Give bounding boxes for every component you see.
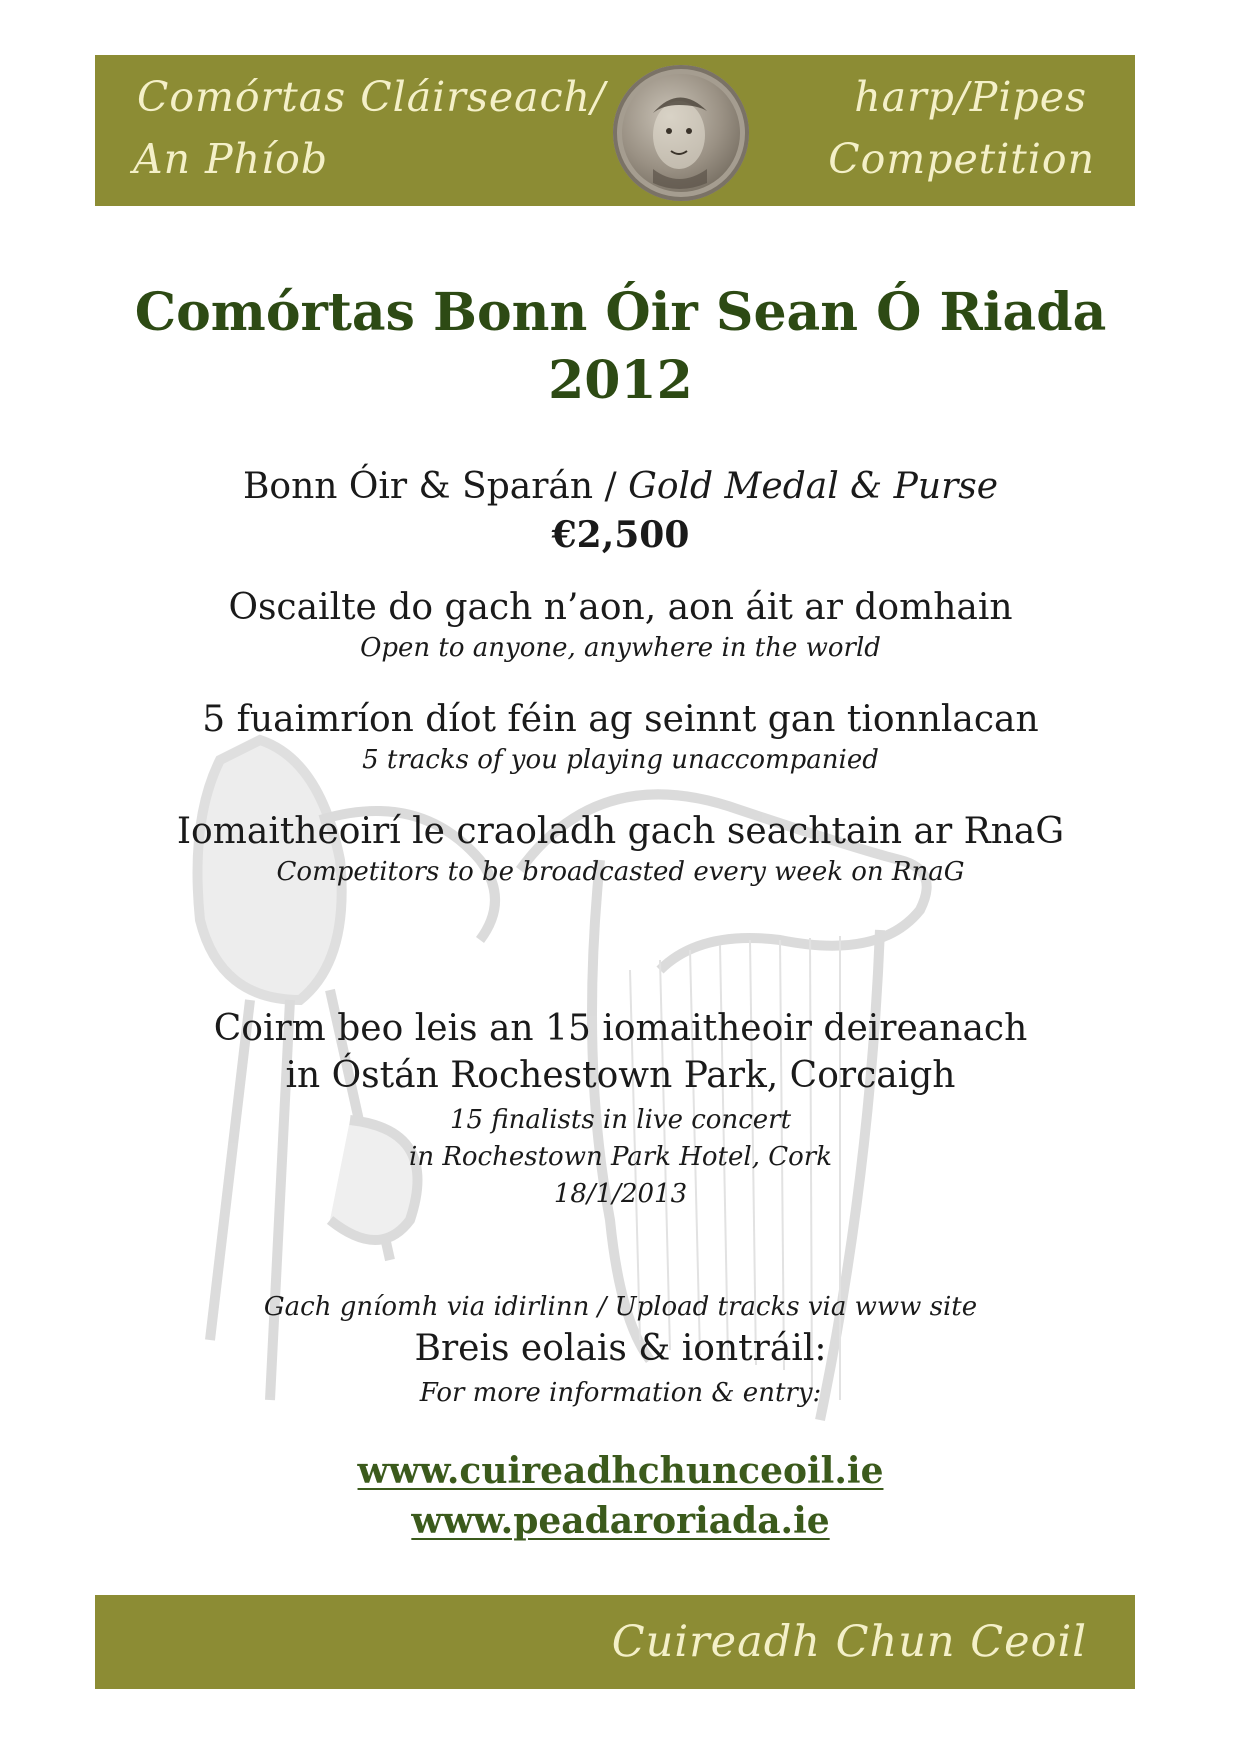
prize-english: Gold Medal & Purse xyxy=(628,466,999,507)
page-title: Comórtas Bonn Óir Sean Ó Riada xyxy=(134,282,1107,343)
link-row-1 xyxy=(0,1450,1241,1492)
concert-irish-line2: in Óstán Rochestown Park, Corcaigh xyxy=(285,1055,956,1096)
upload-note: Gach gníomh via idirlinn / Upload tracks via www site xyxy=(263,1292,978,1322)
prize-irish: Bonn Óir & Sparán / xyxy=(242,466,617,507)
info-english: For more information & entry: xyxy=(419,1378,822,1408)
concert-date: 18/1/2013 xyxy=(553,1179,688,1209)
footer-text: Cuireadh Chun Ceoil xyxy=(611,1617,1087,1667)
concert-english-line1: 15 finalists in live concert xyxy=(449,1105,792,1135)
header-left-line2: An Phíob xyxy=(133,135,329,183)
info-irish: Breis eolais & iontráil: xyxy=(414,1328,827,1369)
link-cuireadhchunceoil[interactable]: www.cuireadhchunceoil.ie xyxy=(357,1450,884,1492)
footer-band xyxy=(95,1595,1135,1689)
concert-english-line2: in Rochestown Park Hotel, Cork xyxy=(409,1142,832,1172)
concert-irish-line1: Coirm beo leis an 15 iomaitheoir deireanach xyxy=(213,1008,1028,1049)
header-right-line1: harp/Pipes xyxy=(854,73,1087,121)
broadcast-irish: Iomaitheoirí le craoladh gach seachtain ar RnaG xyxy=(176,811,1065,852)
link-row-2 xyxy=(0,1500,1241,1542)
medal-emblem xyxy=(613,65,749,201)
tracks-english: 5 tracks of you playing unaccompanied xyxy=(362,745,879,775)
header-right-line2: Competition xyxy=(828,135,1095,183)
header-band xyxy=(95,55,1135,206)
prize-amount: €2,500 xyxy=(551,514,690,556)
tracks-irish: 5 fuaimríon díot féin ag seinnt gan tionnlacan xyxy=(202,699,1039,740)
page-title-year: 2012 xyxy=(548,350,693,411)
prize-line xyxy=(0,466,1241,507)
broadcast-english: Competitors to be broadcasted every week on RnaG xyxy=(276,857,965,887)
header-left-line1: Comórtas Cláirseach/ xyxy=(137,73,606,121)
open-irish: Oscailte do gach n’aon, aon áit ar domhain xyxy=(228,587,1013,628)
open-english: Open to anyone, anywhere in the world xyxy=(360,633,881,663)
link-peadaroriada[interactable]: www.peadaroriada.ie xyxy=(411,1500,830,1542)
